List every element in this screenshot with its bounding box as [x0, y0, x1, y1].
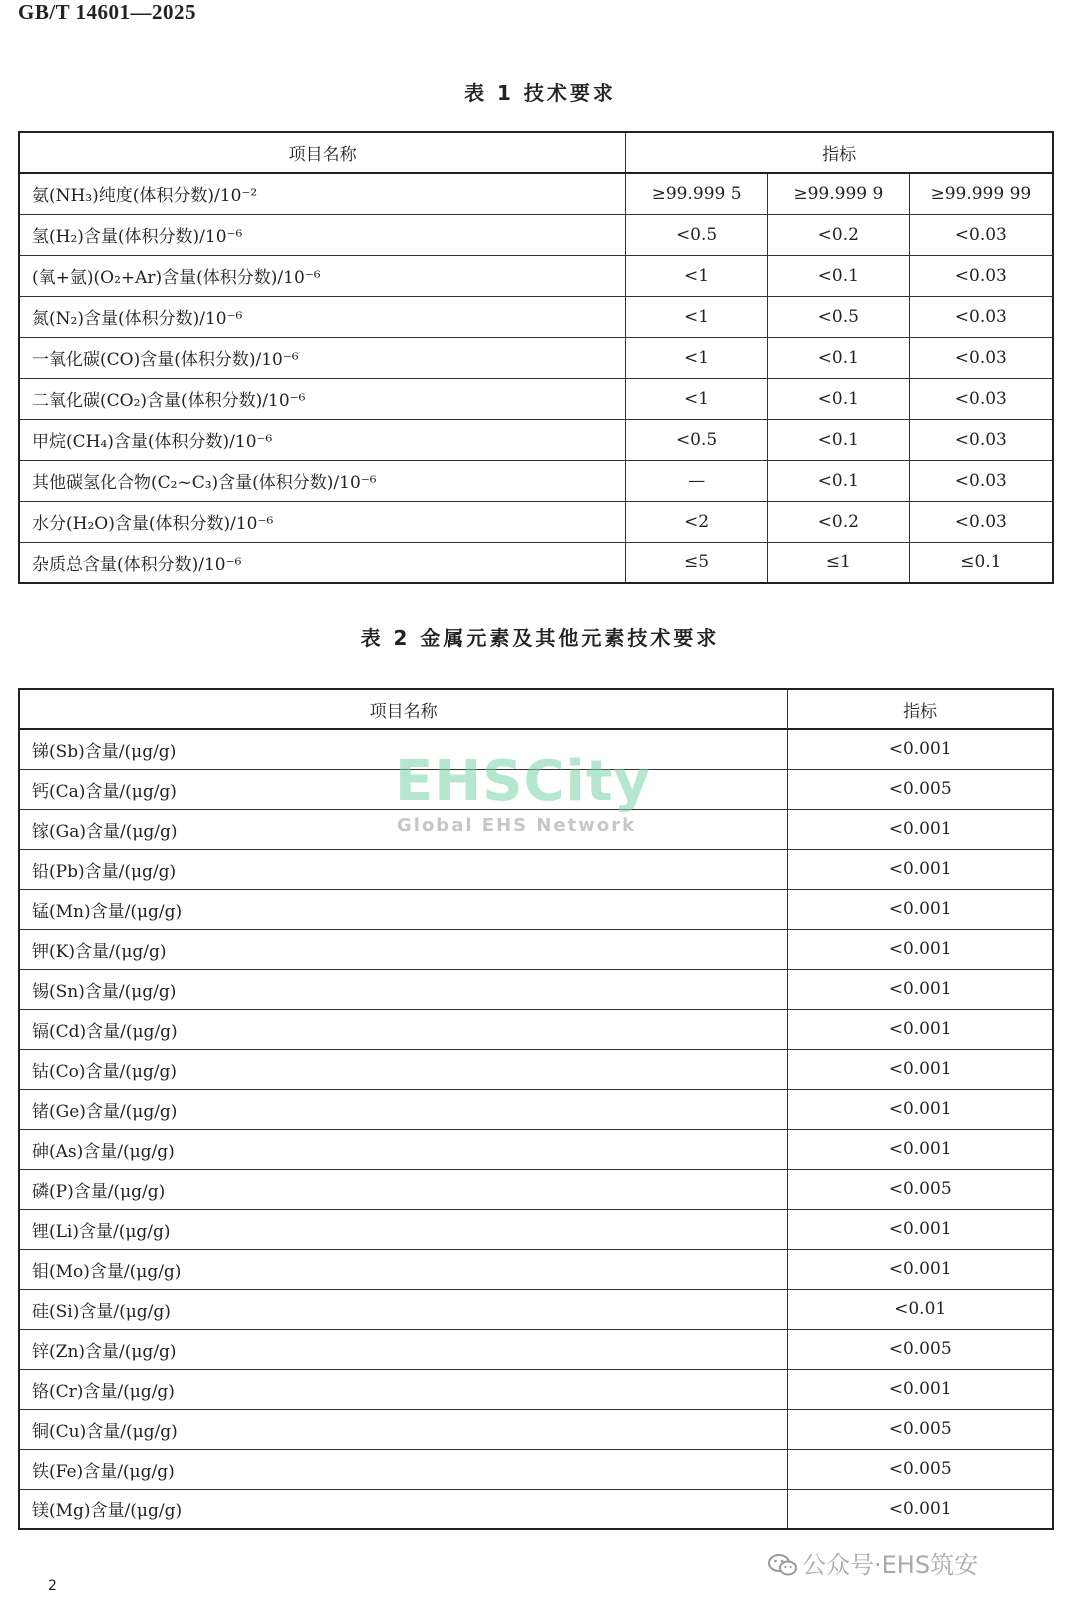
item-name-cell: 钴(Co)含量/(μg/g): [19, 1049, 788, 1089]
item-name-cell: 铜(Cu)含量/(μg/g): [19, 1409, 788, 1449]
table-row: [19, 1169, 1053, 1209]
table-row: [19, 1449, 1053, 1489]
watermark-tagline: Global EHS Network: [397, 815, 637, 836]
item-name-cell: 钼(Mo)含量/(μg/g): [19, 1249, 788, 1289]
indicator-value-cell: —: [626, 460, 768, 501]
table-row: [19, 969, 1053, 1009]
item-name-cell: 镉(Cd)含量/(μg/g): [19, 1009, 788, 1049]
indicator-value-cell: <0.001: [788, 1009, 1053, 1049]
indicator-value-cell: <0.5: [626, 214, 768, 255]
indicator-value-cell: <0.1: [767, 337, 909, 378]
indicator-value-cell: <0.2: [767, 214, 909, 255]
header-item-name: 项目名称: [19, 689, 788, 729]
indicator-value-cell: <0.1: [767, 255, 909, 296]
indicator-value-cell: <0.001: [788, 1089, 1053, 1129]
item-name-cell: 钾(K)含量/(μg/g): [19, 929, 788, 969]
watermark-logo: EHSCity: [395, 749, 652, 814]
item-name-cell: (氧+氩)(O₂+Ar)含量(体积分数)/10⁻⁶: [19, 255, 626, 296]
table-row: [19, 1329, 1053, 1369]
item-name-cell: 氮(N₂)含量(体积分数)/10⁻⁶: [19, 296, 626, 337]
indicator-value-cell: <0.001: [788, 889, 1053, 929]
indicator-value-cell: <0.005: [788, 1409, 1053, 1449]
table-row: [19, 1049, 1053, 1089]
table-header-row: [19, 689, 1053, 729]
table-row: [19, 501, 1053, 542]
table-row: [19, 889, 1053, 929]
indicator-value-cell: <0.5: [767, 296, 909, 337]
table-row: [19, 1089, 1053, 1129]
indicator-value-cell: <0.03: [909, 214, 1053, 255]
item-name-cell: 镓(Ga)含量/(μg/g): [19, 809, 788, 849]
item-name-cell: 二氧化碳(CO₂)含量(体积分数)/10⁻⁶: [19, 378, 626, 419]
table-row: [19, 460, 1053, 501]
indicator-value-cell: <0.001: [788, 969, 1053, 1009]
indicator-value-cell: <0.1: [767, 378, 909, 419]
indicator-value-cell: <0.001: [788, 729, 1053, 769]
indicator-value-cell: <0.1: [767, 419, 909, 460]
item-name-cell: 锰(Mn)含量/(μg/g): [19, 889, 788, 929]
table-row: [19, 1129, 1053, 1169]
table-row: [19, 542, 1053, 583]
table-row: [19, 296, 1053, 337]
indicator-value-cell: <0.001: [788, 1369, 1053, 1409]
indicator-value-cell: <0.03: [909, 337, 1053, 378]
item-name-cell: 锌(Zn)含量/(μg/g): [19, 1329, 788, 1369]
indicator-value-cell: <0.03: [909, 501, 1053, 542]
account-watermark: [768, 1545, 978, 1580]
table-header-row: [19, 132, 1053, 173]
table-row: [19, 849, 1053, 889]
indicator-value-cell: <1: [626, 378, 768, 419]
indicator-value-cell: <0.001: [788, 809, 1053, 849]
indicator-value-cell: ≥99.999 99: [909, 173, 1053, 214]
wechat-icon: [768, 1554, 798, 1576]
table-row: [19, 1489, 1053, 1529]
table-row: [19, 1369, 1053, 1409]
indicator-value-cell: ≤1: [767, 542, 909, 583]
table-row: [19, 1249, 1053, 1289]
indicator-value-cell: <0.03: [909, 378, 1053, 419]
indicator-value-cell: <1: [626, 255, 768, 296]
indicator-value-cell: <0.005: [788, 1169, 1053, 1209]
indicator-value-cell: ≥99.999 5: [626, 173, 768, 214]
indicator-value-cell: ≤0.1: [909, 542, 1053, 583]
table-row: [19, 337, 1053, 378]
indicator-value-cell: <0.03: [909, 460, 1053, 501]
header-indicator: 指标: [626, 132, 1053, 173]
indicator-value-cell: <0.2: [767, 501, 909, 542]
indicator-value-cell: <1: [626, 296, 768, 337]
item-name-cell: 甲烷(CH₄)含量(体积分数)/10⁻⁶: [19, 419, 626, 460]
indicator-value-cell: <0.1: [767, 460, 909, 501]
indicator-value-cell: <0.001: [788, 1489, 1053, 1529]
indicator-value-cell: <0.005: [788, 769, 1053, 809]
item-name-cell: 氢(H₂)含量(体积分数)/10⁻⁶: [19, 214, 626, 255]
indicator-value-cell: <0.03: [909, 296, 1053, 337]
item-name-cell: 砷(As)含量/(μg/g): [19, 1129, 788, 1169]
indicator-value-cell: <0.03: [909, 419, 1053, 460]
item-name-cell: 锂(Li)含量/(μg/g): [19, 1209, 788, 1249]
item-name-cell: 氨(NH₃)纯度(体积分数)/10⁻²: [19, 173, 626, 214]
indicator-value-cell: <2: [626, 501, 768, 542]
indicator-value-cell: <0.5: [626, 419, 768, 460]
header-indicator: 指标: [788, 689, 1053, 729]
item-name-cell: 一氧化碳(CO)含量(体积分数)/10⁻⁶: [19, 337, 626, 378]
indicator-value-cell: <0.03: [909, 255, 1053, 296]
item-name-cell: 钙(Ca)含量/(μg/g): [19, 769, 788, 809]
item-name-cell: 铅(Pb)含量/(μg/g): [19, 849, 788, 889]
indicator-value-cell: <0.001: [788, 1249, 1053, 1289]
table-row: [19, 419, 1053, 460]
table-row: [19, 1289, 1053, 1329]
page-number: 2: [48, 1578, 57, 1594]
standard-number: GB/T 14601—2025: [18, 0, 197, 24]
item-name-cell: 铬(Cr)含量/(μg/g): [19, 1369, 788, 1409]
technical-requirements-table: [18, 131, 1054, 584]
indicator-value-cell: ≤5: [626, 542, 768, 583]
account-name: 公众号·EHS筑安: [802, 1551, 979, 1579]
header-item-name: 项目名称: [19, 132, 626, 173]
item-name-cell: 锑(Sb)含量/(μg/g): [19, 729, 788, 769]
item-name-cell: 锗(Ge)含量/(μg/g): [19, 1089, 788, 1129]
item-name-cell: 铁(Fe)含量/(μg/g): [19, 1449, 788, 1489]
table1-caption: 表 1 技术要求: [464, 81, 616, 105]
table-row: [19, 1409, 1053, 1449]
item-name-cell: 磷(P)含量/(μg/g): [19, 1169, 788, 1209]
table-row: [19, 255, 1053, 296]
item-name-cell: 水分(H₂O)含量(体积分数)/10⁻⁶: [19, 501, 626, 542]
table-row: [19, 929, 1053, 969]
indicator-value-cell: <0.005: [788, 1449, 1053, 1489]
indicator-value-cell: <0.001: [788, 1209, 1053, 1249]
table-row: [19, 1209, 1053, 1249]
table-row: [19, 214, 1053, 255]
item-name-cell: 镁(Mg)含量/(μg/g): [19, 1489, 788, 1529]
indicator-value-cell: <0.001: [788, 1049, 1053, 1089]
item-name-cell: 其他碳氢化合物(C₂~C₃)含量(体积分数)/10⁻⁶: [19, 460, 626, 501]
table-row: [19, 173, 1053, 214]
item-name-cell: 硅(Si)含量/(μg/g): [19, 1289, 788, 1329]
item-name-cell: 锡(Sn)含量/(μg/g): [19, 969, 788, 1009]
indicator-value-cell: <1: [626, 337, 768, 378]
table-row: [19, 378, 1053, 419]
indicator-value-cell: <0.001: [788, 929, 1053, 969]
indicator-value-cell: <0.01: [788, 1289, 1053, 1329]
indicator-value-cell: ≥99.999 9: [767, 173, 909, 214]
item-name-cell: 杂质总含量(体积分数)/10⁻⁶: [19, 542, 626, 583]
table2-caption: 表 2 金属元素及其他元素技术要求: [360, 626, 720, 650]
indicator-value-cell: <0.001: [788, 1129, 1053, 1169]
table-row: [19, 1009, 1053, 1049]
indicator-value-cell: <0.001: [788, 849, 1053, 889]
indicator-value-cell: <0.005: [788, 1329, 1053, 1369]
